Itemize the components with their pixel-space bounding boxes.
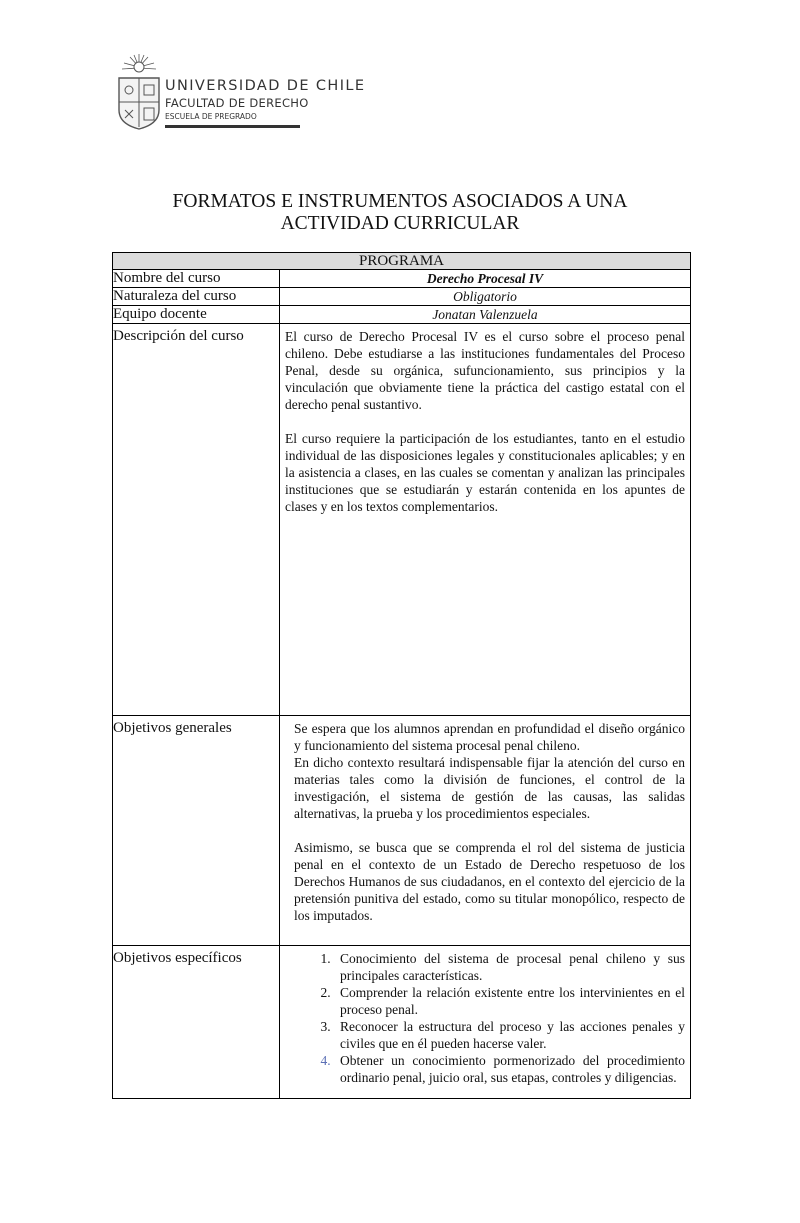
description-paragraph-1: El curso de Derecho Procesal IV es el curso sobre el proceso penal chileno. Debe estudiarse a las instituciones fundamentales del Proceso Penal, desde su orgánica, sufuncionamiento, sus principios y la vinculación que obviamente tiene la práctica del castigo estatal con el derecho penal sustantivo.: [285, 329, 685, 412]
course-name-label: Nombre del curso: [113, 270, 280, 288]
table-header-row: [113, 253, 691, 270]
program-table: [112, 252, 691, 1099]
specific-objectives-value: [280, 946, 691, 1099]
nature-label: Naturaleza del curso: [113, 288, 280, 306]
specific-objectives-label: Objetivos específicos: [113, 946, 280, 1099]
general-objectives-paragraph-3: Asimismo, se busca que se comprenda el rol del sistema de justicia penal en el contexto de un Estado de Derecho respetuoso de los Derechos Humanos de sus ciudadanos, en el contexto del ejercicio de la pretensión punitiva del estado, como su titular monopólico, respecto de los imputados.: [294, 840, 685, 923]
page-header: [116, 52, 366, 132]
document-title: [100, 191, 700, 235]
header-rule: [165, 125, 300, 128]
table-heading: PROGRAMA: [113, 253, 691, 270]
course-name-value: Derecho Procesal IV: [280, 270, 691, 288]
university-name: UNIVERSIDAD DE CHILE: [165, 78, 366, 94]
general-objectives-label: Objetivos generales: [113, 716, 280, 946]
table-row: [113, 288, 691, 306]
table-row: [113, 324, 691, 716]
team-label: Equipo docente: [113, 306, 280, 324]
list-item: 2. Comprender la relación existente entre los intervinientes en el proceso penal.: [334, 984, 685, 1018]
description-value: [280, 324, 691, 716]
table-row: [113, 270, 691, 288]
faculty-name: FACULTAD DE DERECHO: [165, 96, 309, 110]
description-label: Descripción del curso: [113, 324, 280, 716]
title-line-1: FORMATOS E INSTRUMENTOS ASOCIADOS A UNA: [172, 191, 628, 212]
nature-value: Obligatorio: [280, 288, 691, 306]
table-row: [113, 306, 691, 324]
team-value: Jonatan Valenzuela: [280, 306, 691, 324]
general-objectives-value: [280, 716, 691, 946]
list-item: 4. Obtener un conocimiento pormenorizado del procedimiento ordinario penal, juicio oral, sus etapas, controles y diligencias.: [334, 1052, 685, 1086]
table-row: [113, 946, 691, 1099]
title-line-2: ACTIVIDAD CURRICULAR: [280, 213, 520, 234]
list-item: 3. Reconocer la estructura del proceso y las acciones penales y civiles que en él pueden hacerse valer.: [334, 1018, 685, 1052]
description-paragraph-2: El curso requiere la participación de los estudiantes, tanto en el estudio individual de las disposiciones legales y constitucionales aplicables; y en la asistencia a clases, en las cuales se comentan y analizan las principales instituciones que se estudiarán y estarán contenida en los apuntes de clases y en los textos complementarios.: [285, 431, 685, 514]
specific-objectives-list: [310, 950, 685, 1086]
general-objectives-paragraph-2: En dicho contexto resultará indispensable fijar la atención del curso en materias tales como la división de funciones, el control de la investigación, el sistema de gestión de las causas, las salidas alternativas, la prueba y los procedimientos especiales.: [294, 755, 685, 821]
list-item: 1. Conocimiento del sistema de procesal penal chileno y sus principales características.: [334, 950, 685, 984]
school-name: ESCUELA DE PREGRADO: [165, 112, 257, 121]
general-objectives-paragraph-1: Se espera que los alumnos aprendan en profundidad el diseño orgánico y funcionamiento del sistema procesal penal chileno.: [294, 721, 685, 753]
table-row: [113, 716, 691, 946]
university-crest-icon: [116, 52, 162, 130]
